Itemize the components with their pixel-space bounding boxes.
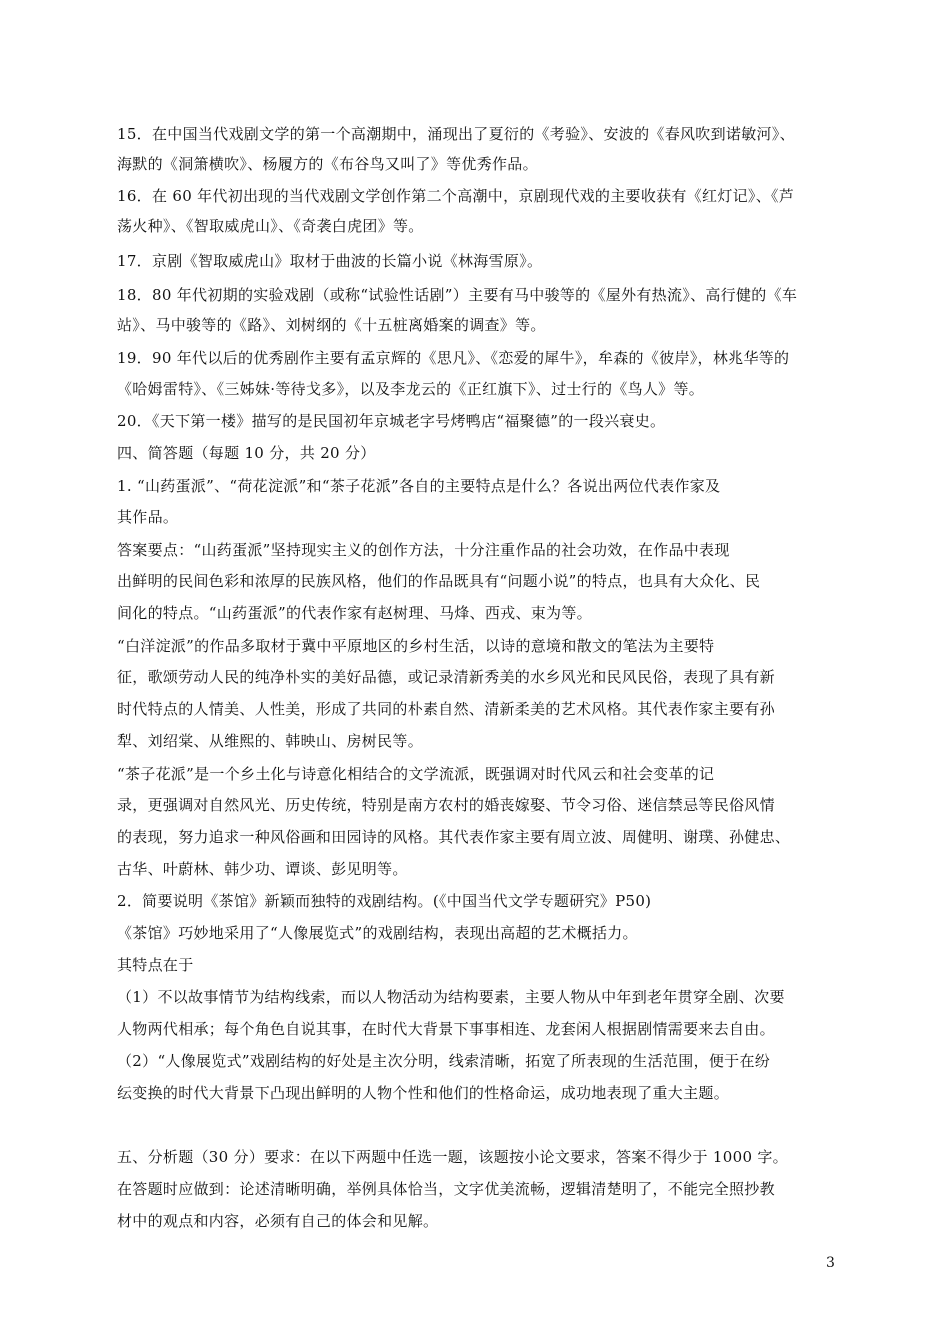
item-18-line-2: 站》、马中骏等的《路》、刘树纲的《十五桩离婚案的调查》等。 <box>117 316 546 334</box>
item-15-line-2: 海默的《洞箫横吹》、杨履方的《布谷鸟又叫了》等优秀作品。 <box>117 155 538 173</box>
answer-2-intro: 《茶馆》巧妙地采用了“人像展览式”的戏剧结构，表现出高超的艺术概括力。 <box>117 924 638 942</box>
answer-2-point-2-line-2: 纭变换的时代大背景下凸现出鲜明的人物个性和他们的性格命运，成功地表现了重大主题。 <box>117 1084 730 1102</box>
section-5-line-1: 五、分析题（30 分）要求：在以下两题中任选一题，该题按小论文要求，答案不得少于 1000 字。 <box>117 1148 788 1166</box>
answer-1-para-1-line-1: 答案要点：“山药蛋派”坚持现实主义的创作方法，十分注重作品的社会功效，在作品中表现 <box>117 541 730 559</box>
question-1-line-1: 1. “山药蛋派”、“荷花淀派”和“茶子花派”各自的主要特点是什么？各说出两位代表作家及 <box>117 477 721 495</box>
answer-1-para-3-line-3: 的表现，努力追求一种风俗画和田园诗的风格。其代表作家主要有周立波、周健明、谢璞、孙健忠、 <box>117 828 791 846</box>
answer-1-para-3-line-4: 古华、叶蔚林、韩少功、谭谈、彭见明等。 <box>117 860 408 878</box>
item-19-line-1: 19．90 年代以后的优秀剧作主要有孟京辉的《思凡》、《恋爱的犀牛》，牟森的《彼岸》，林兆华等的 <box>117 349 790 367</box>
answer-1-para-1-line-3: 间化的特点。“山药蛋派”的代表作家有赵树理、马烽、西戎、束为等。 <box>117 604 592 622</box>
answer-2-point-1-line-1: （1）不以故事情节为结构线索，而以人物活动为结构要素，主要人物从中年到老年贯穿全剧、次要 <box>117 988 785 1006</box>
answer-2-point-2-line-1: （2）“人像展览式”戏剧结构的好处是主次分明，线索清晰，拓宽了所表现的生活范围，便于在纷 <box>117 1052 771 1070</box>
answer-1-para-2-line-1: “白洋淀派”的作品多取材于冀中平原地区的乡村生活，以诗的意境和散文的笔法为主要特 <box>117 637 715 655</box>
section-5-line-3: 材中的观点和内容，必须有自己的体会和见解。 <box>117 1212 439 1230</box>
answer-1-para-1-line-2: 出鲜明的民间色彩和浓厚的民族风格，他们的作品既具有“问题小说”的特点，也具有大众化、民 <box>117 572 761 590</box>
answer-1-para-2-line-2: 征，歌颂劳动人民的纯净朴实的美好品德，或记录清新秀美的水乡风光和民风民俗，表现了具有新 <box>117 668 775 686</box>
item-16-line-2: 荡火种》、《智取威虎山》、《奇袭白虎团》等。 <box>117 217 424 235</box>
answer-1-para-2-line-3: 时代特点的人情美、人性美，形成了共同的朴素自然、清新柔美的艺术风格。其代表作家主要有孙 <box>117 700 775 718</box>
answer-2-lead: 其特点在于 <box>117 956 194 974</box>
answer-1-para-2-line-4: 犁、刘绍棠、从维熙的、韩映山、房树民等。 <box>117 732 424 750</box>
section-4-heading: 四、简答题（每题 10 分，共 20 分） <box>117 444 376 462</box>
page-number: 3 <box>826 1255 835 1271</box>
section-5-line-2: 在答题时应做到：论述清晰明确，举例具体恰当，文字优美流畅，逻辑清楚明了，不能完全照抄教 <box>117 1180 775 1198</box>
question-2: 2．简要说明《茶馆》新颖而独特的戏剧结构。(《中国当代文学专题研究》P50) <box>117 892 652 910</box>
item-16-line-1: 16．在 60 年代初出现的当代戏剧文学创作第二个高潮中，京剧现代戏的主要收获有《红灯记》、《芦 <box>117 187 795 205</box>
item-20: 20．《天下第一楼》描写的是民国初年京城老字号烤鸭店“福聚德”的一段兴衰史。 <box>117 412 666 430</box>
answer-1-para-3-line-2: 录，更强调对自然风光、历史传统，特别是南方农村的婚丧嫁娶、节令习俗、迷信禁忌等民俗风情 <box>117 796 775 814</box>
item-17: 17．京剧《智取威虎山》取材于曲波的长篇小说《林海雪原》。 <box>117 252 543 270</box>
item-19-line-2: 《哈姆雷特》、《三姊妹·等待戈多》，以及李龙云的《正红旗下》、过士行的《鸟人》等。 <box>117 380 705 398</box>
item-18-line-1: 18．80 年代初期的实验戏剧（或称“试验性话剧”）主要有马中骏等的《屋外有热流》、高行健的《车 <box>117 286 798 304</box>
answer-1-para-3-line-1: “茶子花派”是一个乡土化与诗意化相结合的文学流派，既强调对时代风云和社会变革的记 <box>117 765 715 783</box>
question-1-line-2: 其作品。 <box>117 508 179 526</box>
answer-2-point-1-line-2: 人物两代相承；每个角色自说其事，在时代大背景下事事相连、龙套闲人根据剧情需要来去自由。 <box>117 1020 775 1038</box>
item-15-line-1: 15．在中国当代戏剧文学的第一个高潮期中，涌现出了夏衍的《考验》、安波的《春风吹到诺敏河》、 <box>117 125 795 143</box>
